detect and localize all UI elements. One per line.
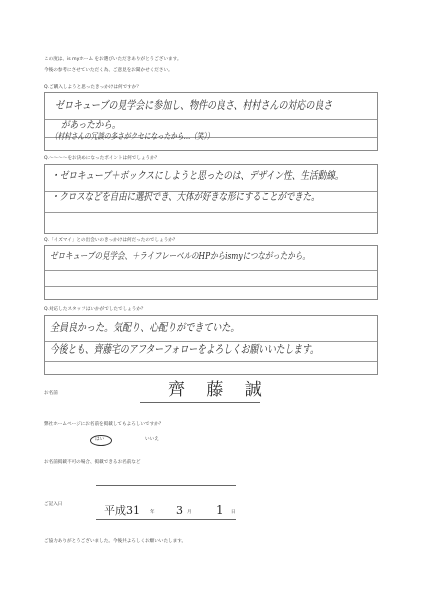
answer-1-line-2: があったから。 — [61, 120, 121, 131]
answer-box-1 — [44, 92, 378, 151]
date-underline — [96, 519, 236, 520]
answer-1-line-3: （村村さんの冗談の多さがクセになったから…（笑）） — [51, 132, 214, 142]
answer-line — [45, 286, 377, 287]
date-year-unit: 年 — [150, 510, 155, 515]
name-label: お名前 — [44, 391, 58, 396]
answer-4-line-2: 今後とも、齊藤宅のアフターフォローをよろしくお願いいたします。 — [50, 342, 319, 356]
date-day: 1 — [216, 503, 224, 517]
answer-3-line-1: ゼロキューブの見学会、＋ライフレーベルのHPからismyにつながったから。 — [50, 251, 310, 262]
date-day-unit: 日 — [231, 510, 236, 515]
name-value: 齊 藤 誠 — [168, 380, 270, 400]
intro-line-2: 今後の参考にさせていただく為、ご意見をお聞かせください。 — [44, 68, 173, 73]
question-1-label: Q.ご購入しようと思ったきっかけは何ですか？ — [44, 85, 141, 90]
footer-thanks: ご協力ありがとうございました。今後共よろしくお願いいたします。 — [44, 539, 187, 544]
publish-no-option[interactable]: いいえ — [145, 437, 159, 442]
answer-box-4 — [44, 315, 378, 375]
date-month-unit: 月 — [187, 510, 192, 515]
answer-1-line-1: ゼロキューブの見学会に参加し、物件の良さ、村村さんの対応の良さ — [55, 98, 333, 112]
date-label: ご記入日 — [44, 502, 63, 507]
answer-2-line-1: ・ゼロキューブ＋ボックスにしようと思ったのは、デザイン性、生活動線。 — [51, 169, 344, 182]
question-3-label: Q.「イズマイ」との出会いのきっかけは何だったのでしょうか？ — [44, 238, 178, 243]
date-month: 3 — [176, 504, 183, 517]
alt-name-line[interactable] — [96, 485, 236, 486]
answer-box-3 — [44, 245, 378, 300]
publish-question-label: 弊社ホームページにお名前を掲載してもよろしいですか？ — [44, 422, 164, 427]
answer-4-line-1: 全員良かった。気配り、心配りができていた。 — [50, 321, 240, 334]
intro-line-1: この度は、is myホーム をお選びいただきありがとうございます。 — [44, 57, 182, 62]
answer-2-line-2: ・クロスなどを自由に選択でき、大体が好きな形にすることができた。 — [51, 191, 320, 203]
question-4-label: Q.対応したスタッフはいかがでしたでしょうか？ — [44, 307, 146, 312]
question-2-label: Q.〜〜〜〜をお決めになったポイントは何でしょうか？ — [44, 156, 160, 161]
date-era-year: 平成31 — [104, 504, 140, 517]
name-underline — [140, 402, 260, 403]
answer-line — [45, 270, 377, 271]
answer-line — [45, 361, 377, 362]
alt-name-label: お名前掲載不可の場合、掲載できるお名前など — [44, 460, 141, 465]
answer-line — [45, 212, 377, 213]
publish-yes-option[interactable]: はい — [95, 437, 105, 442]
answer-box-2 — [44, 164, 378, 234]
